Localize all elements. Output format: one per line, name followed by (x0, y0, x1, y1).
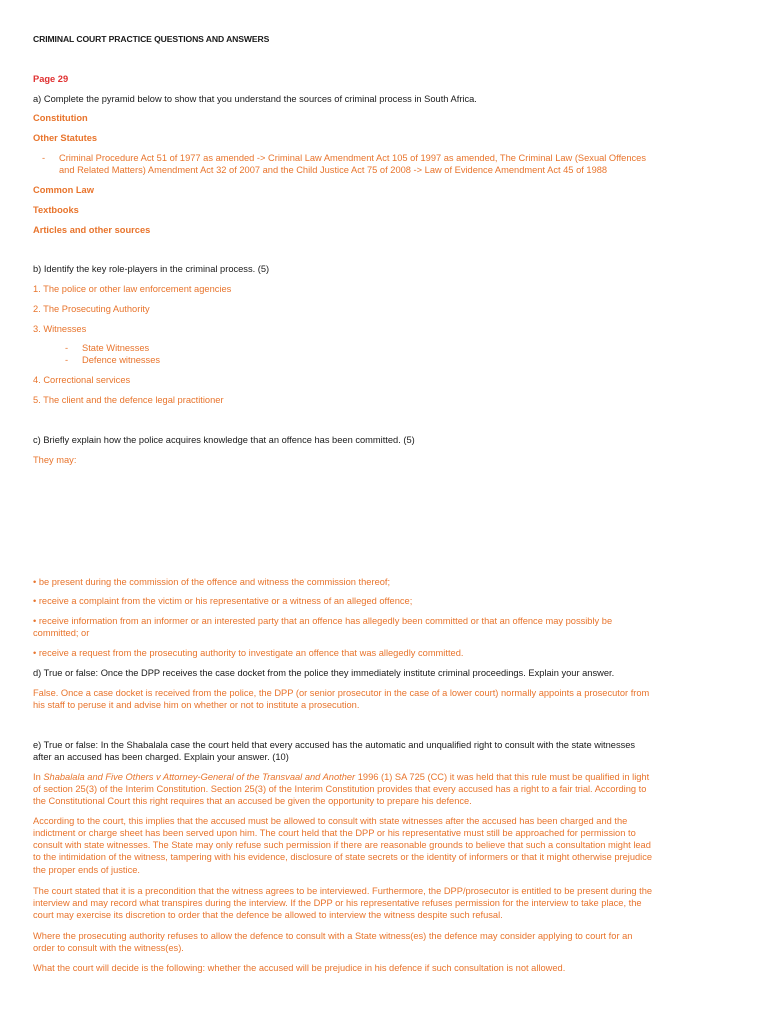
answer-c-bullet-4: • receive a request from the prosecuting authority to investigate an offence that was allegedly committed. (33, 648, 464, 658)
role-player-3: 3. Witnesses (33, 324, 87, 334)
answer-e-p1-in: In (33, 772, 44, 782)
statutes-detail-line2: and Related Matters) Amendment Act 32 of 2007 and the Child Justice Act 75 of 2008 -> Law of Evidence Amendment Act 45 of 1988 (59, 165, 608, 175)
answer-e-p1-line1 (33, 771, 703, 783)
witness-type-defence: Defence witnesses (82, 355, 161, 365)
question-a: a) Complete the pyramid below to show that you understand the sources of criminal process in South Africa. (33, 94, 477, 104)
role-player-1: 1. The police or other law enforcement agencies (33, 284, 232, 294)
answer-c-intro: They may: (33, 455, 77, 465)
answer-e-p3-line3: court may exercise its discretion to order that the defence be allowed to interview the witness despite such refusal. (33, 910, 503, 920)
answer-e-p1-rest: 1996 (1) SA 725 (CC) it was held that this rule must be qualified in light (355, 772, 650, 782)
answer-e-p2-line4: to the intimidation of the witness, tampering with his evidence, disclosure of state secrets or the identity of informers or that it might otherwise prejudice (33, 852, 653, 862)
role-player-2: 2. The Prosecuting Authority (33, 304, 150, 314)
case-name: Shabalala and Five Others v Attorney-General of the Transvaal and Another (43, 772, 356, 782)
sub-bullet-2: - (65, 355, 69, 365)
source-articles: Articles and other sources (33, 225, 151, 235)
statutes-bullet: - (42, 153, 46, 163)
answer-c-bullet-3-line2: committed; or (33, 628, 90, 638)
question-d: d) True or false: Once the DPP receives the case docket from the police they immediately institute criminal proceedings. Explain your answer. (33, 668, 615, 678)
answer-e-p3-line1: The court stated that it is a precondition that the witness agrees to be interviewed. Furthermore, the DPP/prosecutor is entitled to be present during the (33, 886, 653, 896)
role-player-5: 5. The client and the defence legal practitioner (33, 395, 224, 405)
answer-e-p1-line3: the Constitutional Court this right requires that an accused be given the opportunity to prepare his defence. (33, 796, 472, 806)
source-common-law: Common Law (33, 185, 94, 195)
answer-d-line2: his staff to peruse it and advise him on whether or not to institute a prosecution. (33, 700, 360, 710)
answer-e-p4-line2: order to consult with the witness(es). (33, 943, 184, 953)
answer-d-line1: False. Once a case docket is received from the police, the DPP (or senior prosecutor in the case of a lower court) normally appoints a prosecutor from (33, 688, 650, 698)
answer-c-bullet-2: • receive a complaint from the victim or his representative or a witness of an alleged offence; (33, 596, 413, 606)
document-title: CRIMINAL COURT PRACTICE QUESTIONS AND ANSWERS (33, 34, 270, 44)
answer-e-p2-line5: the proper ends of justice. (33, 865, 140, 875)
question-e-line2: after an accused has been charged. Explain your answer. (10) (33, 752, 289, 762)
statutes-detail-line1: Criminal Procedure Act 51 of 1977 as amended -> Criminal Law Amendment Act 105 of 1997 as amended, The Criminal Law (Sexual Offences (59, 153, 646, 163)
answer-e-p3-line2: interview and may record what transpires during the interview. If the DPP or his representative refuses permission for the interview to take place, the (33, 898, 642, 908)
answer-e-p4-line1: Where the prosecuting authority refuses to allow the defence to consult with a State witness(es) the defence may consider applying to court for an (33, 931, 633, 941)
source-constitution: Constitution (33, 113, 88, 123)
page-label: Page 29 (33, 74, 69, 84)
question-b: b) Identify the key role-players in the criminal process. (5) (33, 264, 270, 274)
source-other-statutes: Other Statutes (33, 133, 98, 143)
question-c: c) Briefly explain how the police acquires knowledge that an offence has been committed. (5) (33, 435, 415, 445)
sub-bullet-1: - (65, 343, 69, 353)
role-player-4: 4. Correctional services (33, 375, 131, 385)
question-e-line1: e) True or false: In the Shabalala case the court held that every accused has the automatic and unqualified right to consult with the state witnesses (33, 740, 636, 750)
source-textbooks: Textbooks (33, 205, 79, 215)
answer-e-p5: What the court will decide is the following: whether the accused will be prejudice in his defence if such consultation is not allowed. (33, 963, 566, 973)
answer-c-bullet-3-line1: • receive information from an informer or an interested party that an offence has allegedly been committed or that an offence may possibly be (33, 616, 613, 626)
witness-type-state: State Witnesses (82, 343, 150, 353)
answer-c-bullet-1: • be present during the commission of the offence and witness the commission thereof; (33, 577, 391, 587)
answer-e-p2-line1: According to the court, this implies that the accused must be allowed to consult with state witnesses after the accused has been charged and the (33, 816, 628, 826)
answer-e-p1-line2: of section 25(3) of the Interim Constitution. Section 25(3) of the Interim Constitution provides that every accused has a right to a fair trial. According to (33, 784, 647, 794)
answer-e-p2-line3: consult with state witnesses. The State may only refuse such permission if there are reasonable grounds to believe that such a consultation might lead (33, 840, 651, 850)
answer-e-p2-line2: indictment or charge sheet has been served upon him. The court held that the DPP or his representative must still be approached for permission to (33, 828, 636, 838)
